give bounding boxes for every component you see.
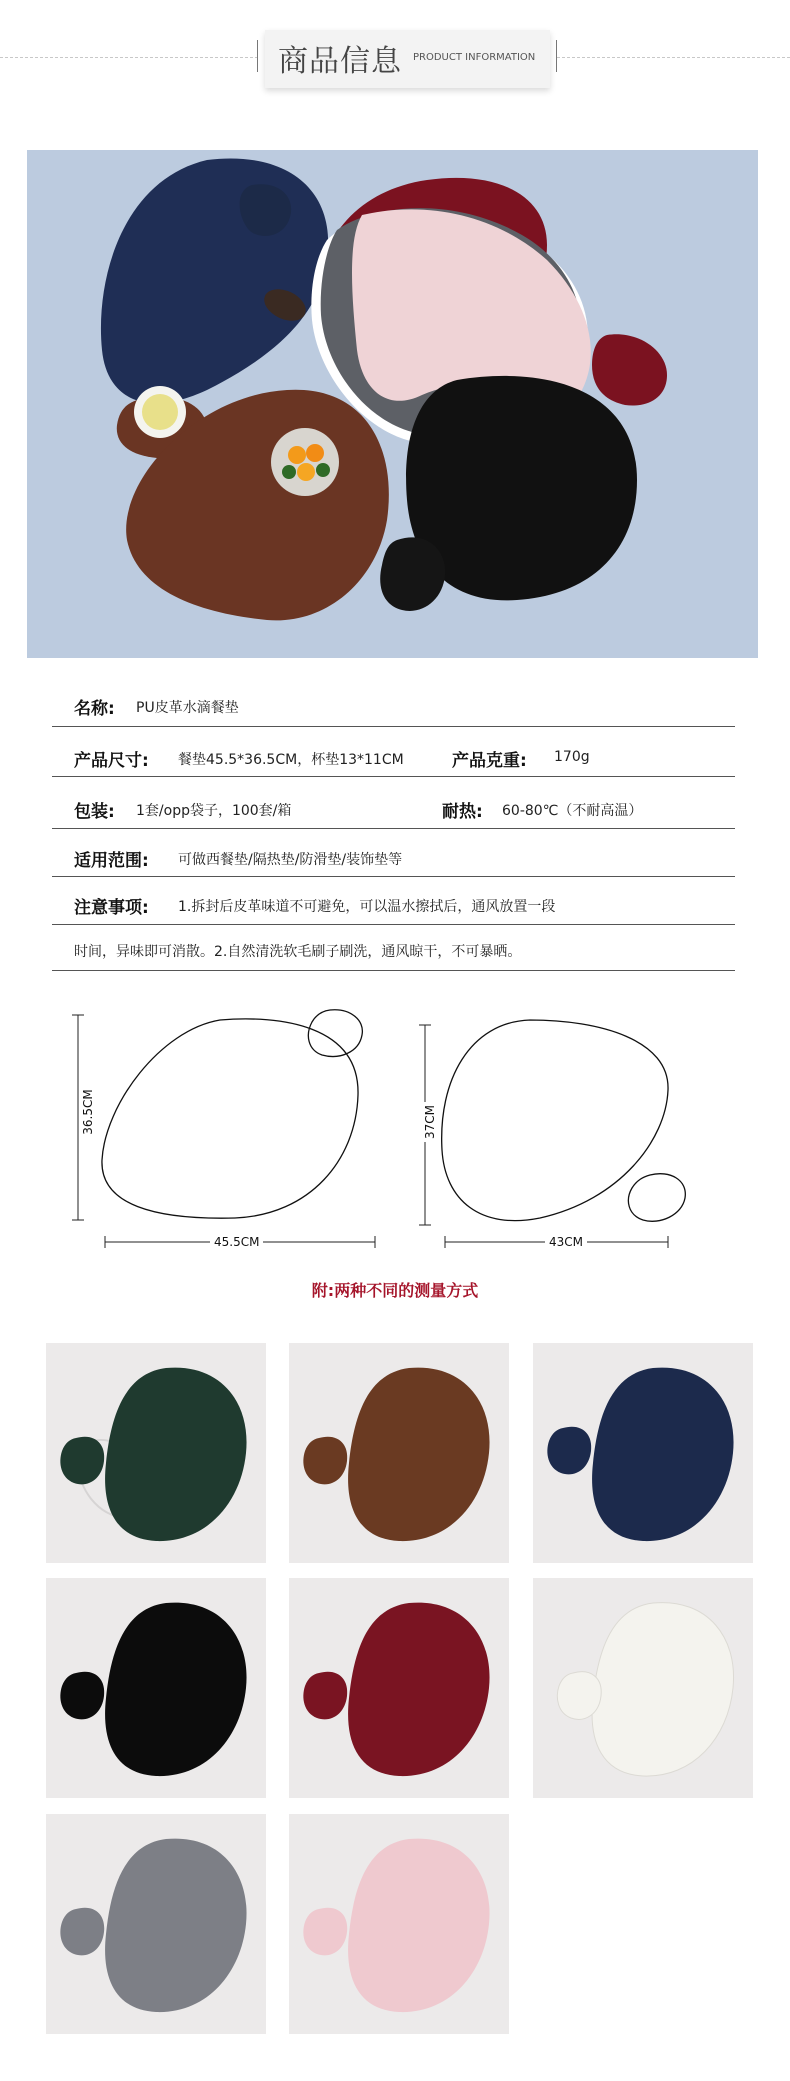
- size-label: 产品尺寸:: [74, 751, 149, 771]
- swatch-burgundy: [289, 1578, 509, 1798]
- heat-label: 耐热:: [442, 802, 483, 822]
- hero-illustration: [27, 150, 758, 658]
- weight-label: 产品克重:: [452, 751, 527, 771]
- usage-value: 可做西餐垫/隔热垫/防滑垫/装饰垫等: [178, 852, 403, 868]
- caution-label: 注意事项:: [74, 898, 149, 918]
- swatch-brown: [289, 1343, 509, 1563]
- packing-label: 包装:: [74, 802, 115, 822]
- header-dashed-line-right: [557, 57, 790, 58]
- tea-cup-drink: [142, 394, 178, 430]
- caution-value-line1: 1.拆封后皮革味道不可避免，可以温水擦拭后，通风放置一段: [178, 899, 556, 915]
- info-row-usage: [52, 838, 735, 877]
- header-subtitle: PRODUCT INFORMATION: [413, 52, 536, 63]
- size-value: 餐垫45.5*36.5CM，杯垫13*11CM: [178, 752, 404, 768]
- orange-fruit: [288, 446, 306, 464]
- swatch-navy: [533, 1343, 753, 1563]
- right-height-label: 37CM: [423, 1102, 437, 1142]
- hero-product-photo: [27, 150, 758, 658]
- lime-fruit: [316, 463, 330, 477]
- swatch-grey: [46, 1814, 266, 2034]
- caution-divider: [52, 924, 735, 925]
- fruit-bowl: [271, 428, 339, 496]
- left-height-label: 36.5CM: [81, 1082, 95, 1142]
- name-label: 名称:: [74, 699, 115, 719]
- swatch-white: [533, 1578, 753, 1798]
- heat-value: 60-80℃（不耐高温）: [502, 803, 643, 819]
- right-width-label: 43CM: [545, 1235, 587, 1249]
- measurement-note: 附:两种不同的测量方式: [311, 1281, 479, 1300]
- info-row-packing: [52, 788, 735, 829]
- weight-value: 170g: [554, 749, 590, 765]
- orange-fruit: [297, 463, 315, 481]
- info-row-caution: [52, 886, 735, 971]
- swatch-black: [46, 1578, 266, 1798]
- header-title: 商品信息: [278, 44, 402, 79]
- measurement-diagrams: [60, 1000, 730, 1260]
- caution-value-line2: 时间，异味即可消散。2.自然清洗软毛刷子刷洗，通风晾干，不可暴晒。: [74, 944, 522, 960]
- swatch-dark-green: [46, 1343, 266, 1563]
- header-divider-right: [556, 40, 557, 72]
- measurement-outline-drawing: [60, 1000, 730, 1260]
- swatch-pink: [289, 1814, 509, 2034]
- section-header: [0, 0, 790, 120]
- name-value: PU皮革水滴餐垫: [136, 700, 239, 716]
- left-placemat-outline: [102, 1019, 358, 1218]
- left-width-label: 45.5CM: [210, 1235, 263, 1249]
- header-divider-left: [257, 40, 258, 72]
- usage-label: 适用范围:: [74, 851, 149, 871]
- info-row-name: [52, 688, 735, 727]
- lime-fruit: [282, 465, 296, 479]
- info-row-size: [52, 738, 735, 777]
- header-dashed-line-left: [0, 57, 258, 58]
- orange-fruit: [306, 444, 324, 462]
- left-coaster-outline: [308, 1010, 362, 1057]
- right-coaster-outline: [628, 1174, 685, 1222]
- packing-value: 1套/opp袋子，100套/箱: [136, 803, 292, 819]
- right-placemat-outline: [442, 1020, 668, 1221]
